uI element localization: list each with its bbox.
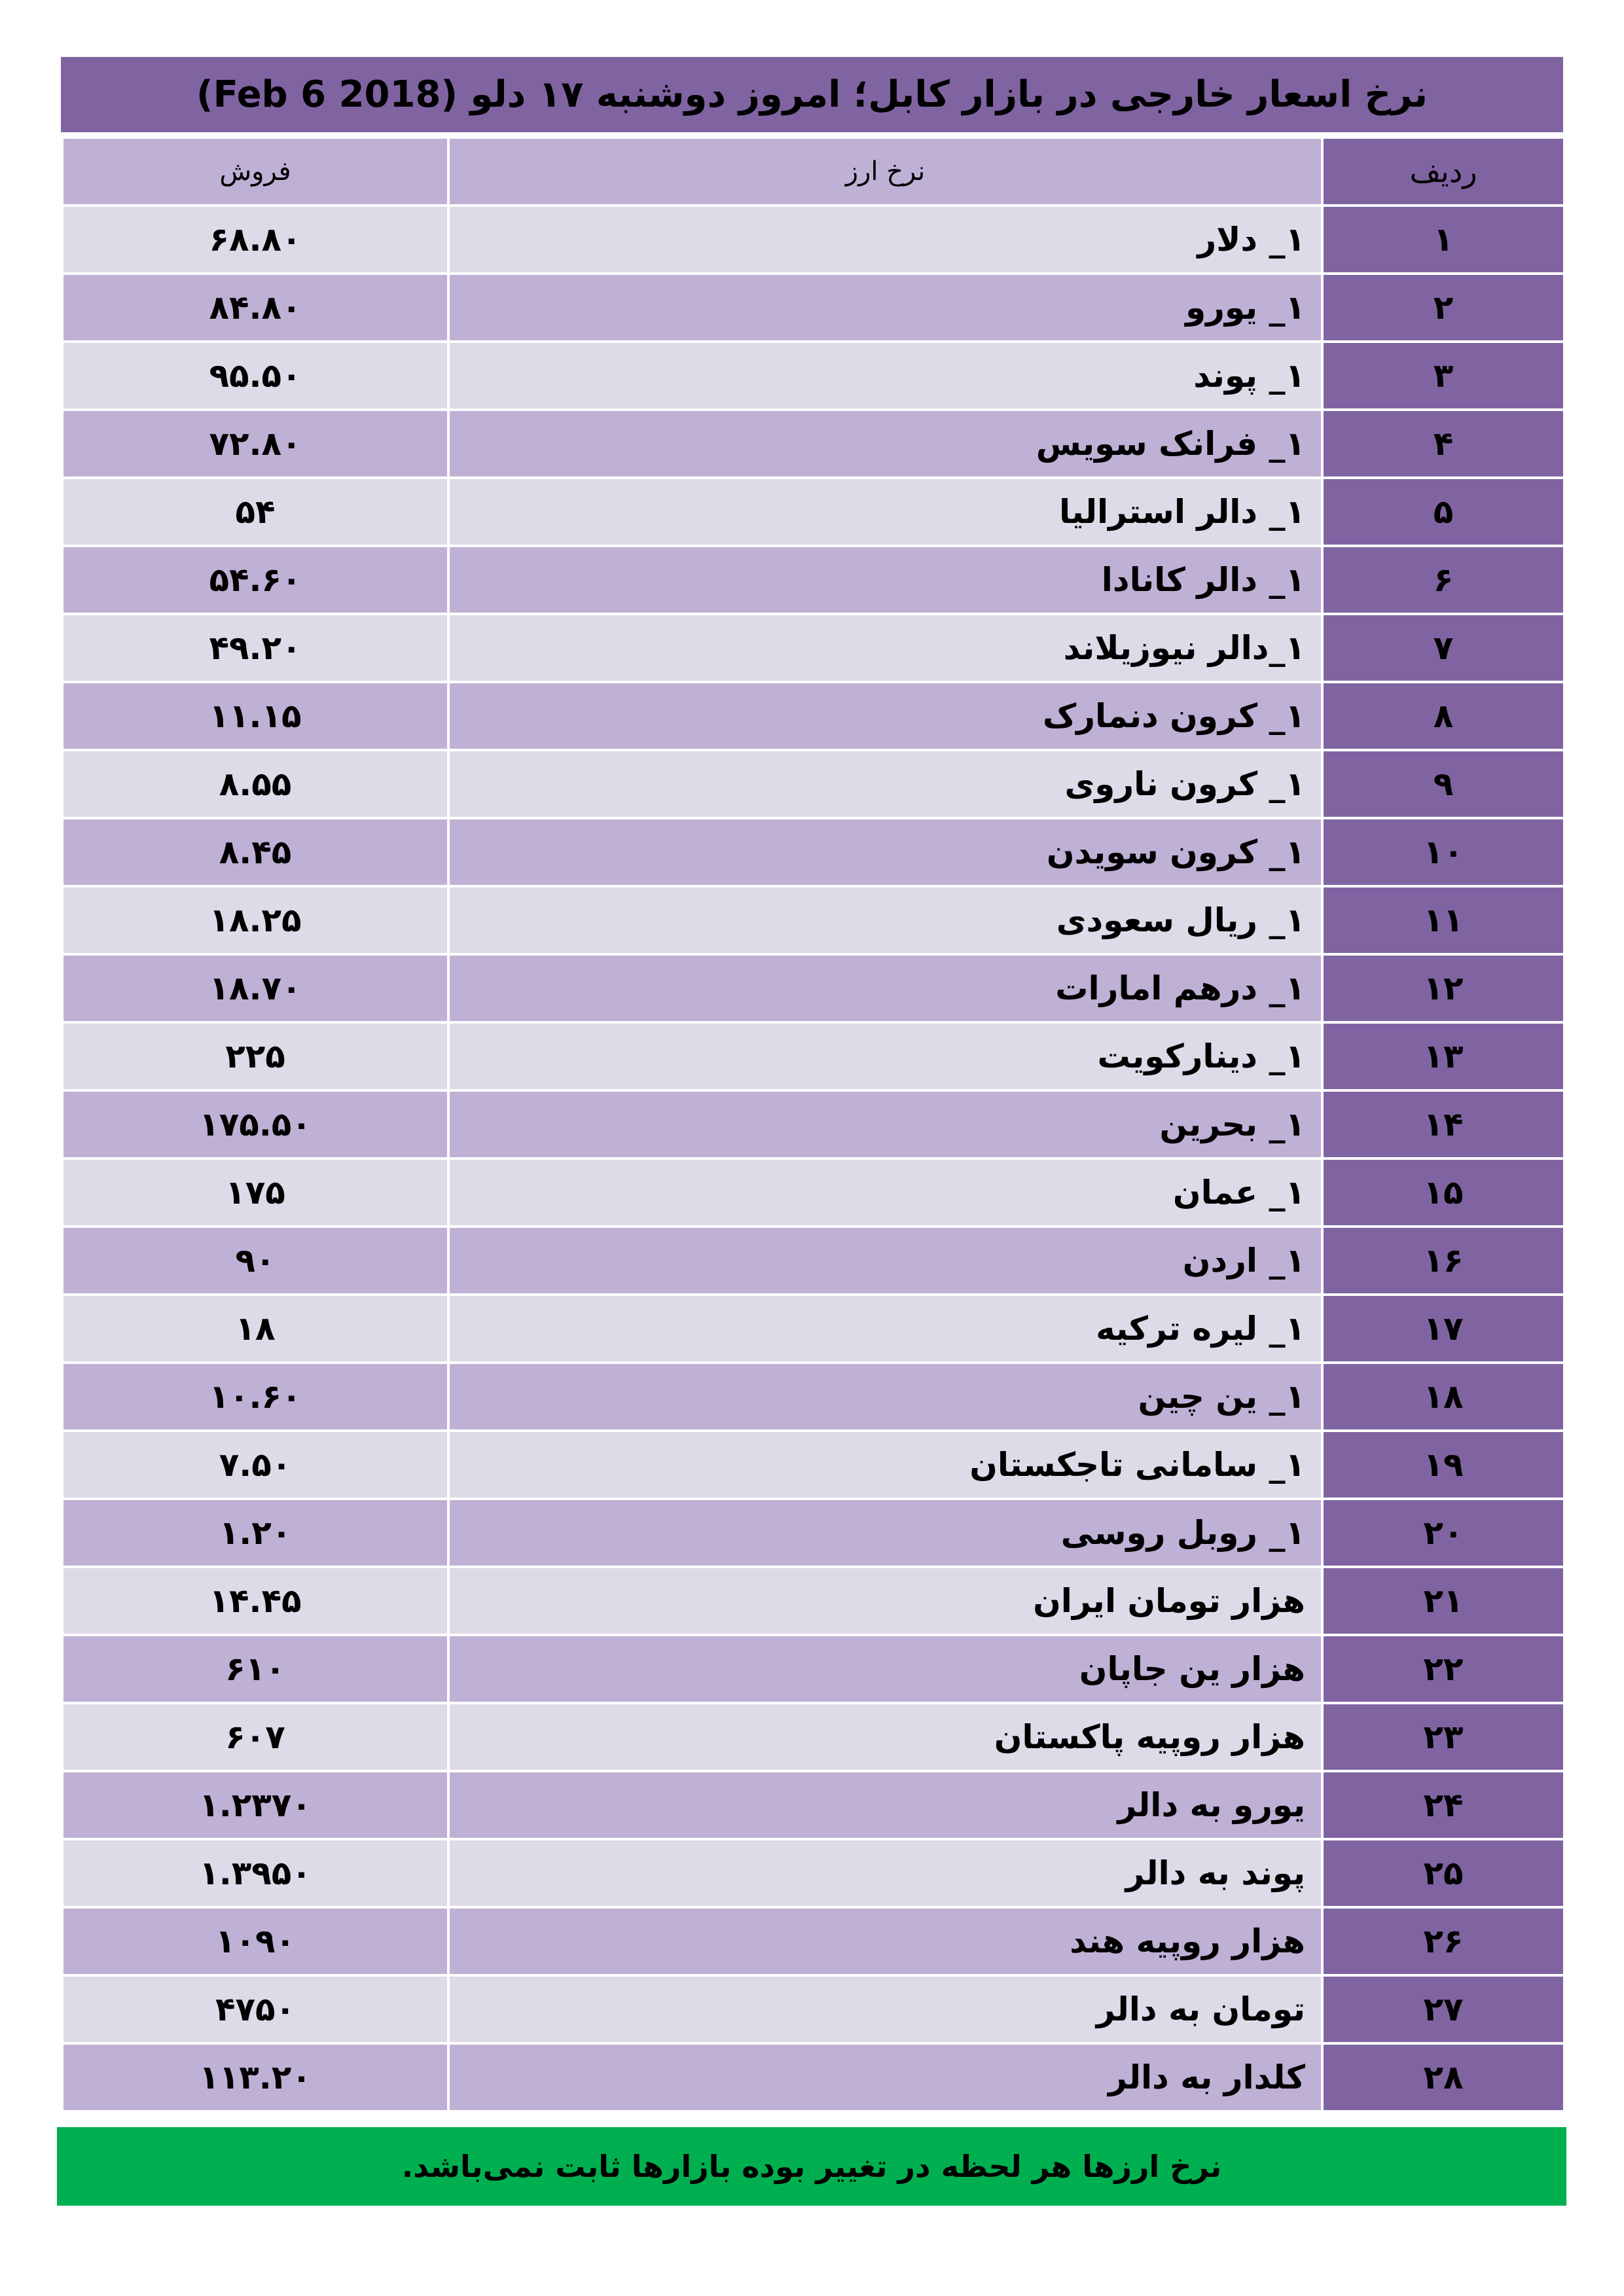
row-index: ۱۳ xyxy=(1322,1022,1564,1090)
row-currency: ۱_ سامانی تاجکستان xyxy=(448,1431,1322,1499)
table-row xyxy=(62,206,1564,274)
row-currency: هزار ین جاپان xyxy=(448,1635,1322,1703)
row-currency: هزار روپیه هند xyxy=(448,1907,1322,1975)
row-currency: ۱_ درهم امارات xyxy=(448,954,1322,1022)
table-row xyxy=(62,1635,1564,1703)
table-row xyxy=(62,1158,1564,1227)
row-index: ۱۴ xyxy=(1322,1090,1564,1158)
row-index: ۱۰ xyxy=(1322,818,1564,886)
row-currency: ۱_ کرون سویدن xyxy=(448,818,1322,886)
row-index: ۲۲ xyxy=(1322,1635,1564,1703)
row-currency: هزار روپیه پاکستان xyxy=(448,1703,1322,1771)
row-index: ۷ xyxy=(1322,614,1564,682)
row-currency: ۱_ ریال سعودی xyxy=(448,886,1322,954)
table-row xyxy=(62,954,1564,1022)
row-index: ۱ xyxy=(1322,206,1564,274)
row-currency: ۱_ بحرین xyxy=(448,1090,1322,1158)
row-currency: ۱_دالر نیوزیلاند xyxy=(448,614,1322,682)
row-sell: ۶۸.۸۰ xyxy=(62,206,448,274)
row-index: ۱۶ xyxy=(1322,1227,1564,1295)
row-index: ۱۲ xyxy=(1322,954,1564,1022)
row-currency: ۱_ روبل روسی xyxy=(448,1499,1322,1567)
row-index: ۲ xyxy=(1322,274,1564,342)
disclaimer-banner: نرخ ارزها هر لحظه در تغییر بوده بازارها ثابت نمی‌باشد. xyxy=(57,2127,1566,2206)
row-sell: ۱۰.۶۰ xyxy=(62,1363,448,1431)
table-row xyxy=(62,1499,1564,1567)
table-row xyxy=(62,614,1564,682)
table-row xyxy=(62,886,1564,954)
row-index: ۲۵ xyxy=(1322,1839,1564,1907)
row-sell: ۸.۵۵ xyxy=(62,750,448,818)
row-currency: ۱_ کرون ناروی xyxy=(448,750,1322,818)
row-index: ۶ xyxy=(1322,546,1564,614)
rates-sheet xyxy=(61,57,1563,2113)
row-index: ۱۵ xyxy=(1322,1158,1564,1227)
table-row xyxy=(62,410,1564,478)
rates-table xyxy=(61,136,1566,2113)
row-currency: هزار تومان ایران xyxy=(448,1567,1322,1635)
row-index: ۲۸ xyxy=(1322,2043,1564,2111)
row-sell: ۶۱۰ xyxy=(62,1635,448,1703)
table-row xyxy=(62,478,1564,546)
table-row xyxy=(62,750,1564,818)
row-sell: ۱.۳۹۵۰ xyxy=(62,1839,448,1907)
table-row xyxy=(62,1022,1564,1090)
row-sell: ۱۴.۴۵ xyxy=(62,1567,448,1635)
row-sell: ۱۷۵.۵۰ xyxy=(62,1090,448,1158)
row-index: ۱۱ xyxy=(1322,886,1564,954)
row-currency: ۱_ پوند xyxy=(448,342,1322,410)
row-sell: ۹۵.۵۰ xyxy=(62,342,448,410)
row-currency: ۱_ لیره ترکیه xyxy=(448,1295,1322,1363)
row-sell: ۴۷۵۰ xyxy=(62,1975,448,2043)
page-title: نرخ اسعار خارجی در بازار کابل؛ امروز دوشنبه ۱۷ دلو (Feb 6 2018) xyxy=(61,57,1563,136)
table-body xyxy=(62,206,1564,2111)
row-index: ۲۳ xyxy=(1322,1703,1564,1771)
table-row xyxy=(62,546,1564,614)
table-row xyxy=(62,1227,1564,1295)
row-index: ۲۴ xyxy=(1322,1771,1564,1839)
table-row xyxy=(62,818,1564,886)
row-currency: ۱_ دلار xyxy=(448,206,1322,274)
row-currency: یورو به دالر xyxy=(448,1771,1322,1839)
row-sell: ۵۴ xyxy=(62,478,448,546)
row-currency: ۱_ یورو xyxy=(448,274,1322,342)
table-row xyxy=(62,1363,1564,1431)
row-sell: ۱۷۵ xyxy=(62,1158,448,1227)
row-index: ۱۸ xyxy=(1322,1363,1564,1431)
row-index: ۲۷ xyxy=(1322,1975,1564,2043)
row-currency: ۱_ دالر استرالیا xyxy=(448,478,1322,546)
row-currency: ۱_ عمان xyxy=(448,1158,1322,1227)
row-sell: ۹۰ xyxy=(62,1227,448,1295)
header-sell: فروش xyxy=(62,137,448,206)
row-index: ۵ xyxy=(1322,478,1564,546)
row-currency: کلدار به دالر xyxy=(448,2043,1322,2111)
table-row xyxy=(62,1090,1564,1158)
row-currency: ۱_ دینارکویت xyxy=(448,1022,1322,1090)
table-row xyxy=(62,682,1564,750)
table-row xyxy=(62,1975,1564,2043)
row-currency: ۱_ اردن xyxy=(448,1227,1322,1295)
row-currency: ۱_ فرانک سویس xyxy=(448,410,1322,478)
row-sell: ۱۸.۲۵ xyxy=(62,886,448,954)
row-sell: ۴۹.۲۰ xyxy=(62,614,448,682)
row-sell: ۱.۲۰ xyxy=(62,1499,448,1567)
row-index: ۴ xyxy=(1322,410,1564,478)
row-sell: ۵۴.۶۰ xyxy=(62,546,448,614)
table-row xyxy=(62,1703,1564,1771)
row-index: ۱۹ xyxy=(1322,1431,1564,1499)
row-sell: ۱.۲۳۷۰ xyxy=(62,1771,448,1839)
row-currency: پوند به دالر xyxy=(448,1839,1322,1907)
row-index: ۲۱ xyxy=(1322,1567,1564,1635)
header-index: ردیف xyxy=(1322,137,1564,206)
row-index: ۱۷ xyxy=(1322,1295,1564,1363)
table-row xyxy=(62,1567,1564,1635)
row-sell: ۱۸ xyxy=(62,1295,448,1363)
row-sell: ۷۲.۸۰ xyxy=(62,410,448,478)
row-sell: ۱۰۹۰ xyxy=(62,1907,448,1975)
table-row xyxy=(62,1295,1564,1363)
row-sell: ۶۰۷ xyxy=(62,1703,448,1771)
table-row xyxy=(62,1771,1564,1839)
row-sell: ۸۴.۸۰ xyxy=(62,274,448,342)
table-row xyxy=(62,1431,1564,1499)
row-sell: ۱۱.۱۵ xyxy=(62,682,448,750)
row-sell: ۲۲۵ xyxy=(62,1022,448,1090)
row-index: ۸ xyxy=(1322,682,1564,750)
table-header-row xyxy=(62,137,1564,206)
row-currency: ۱_ کرون دنمارک xyxy=(448,682,1322,750)
row-sell: ۱۸.۷۰ xyxy=(62,954,448,1022)
row-sell: ۱۱۳.۲۰ xyxy=(62,2043,448,2111)
row-index: ۲۰ xyxy=(1322,1499,1564,1567)
table-row xyxy=(62,274,1564,342)
row-currency: ۱_ دالر کانادا xyxy=(448,546,1322,614)
row-sell: ۷.۵۰ xyxy=(62,1431,448,1499)
table-row xyxy=(62,342,1564,410)
row-index: ۹ xyxy=(1322,750,1564,818)
table-row xyxy=(62,2043,1564,2111)
header-currency: نرخ ارز xyxy=(448,137,1322,206)
row-sell: ۸.۴۵ xyxy=(62,818,448,886)
table-row xyxy=(62,1839,1564,1907)
row-currency: ۱_ ین چین xyxy=(448,1363,1322,1431)
table-row xyxy=(62,1907,1564,1975)
row-index: ۳ xyxy=(1322,342,1564,410)
row-index: ۲۶ xyxy=(1322,1907,1564,1975)
row-currency: تومان به دالر xyxy=(448,1975,1322,2043)
